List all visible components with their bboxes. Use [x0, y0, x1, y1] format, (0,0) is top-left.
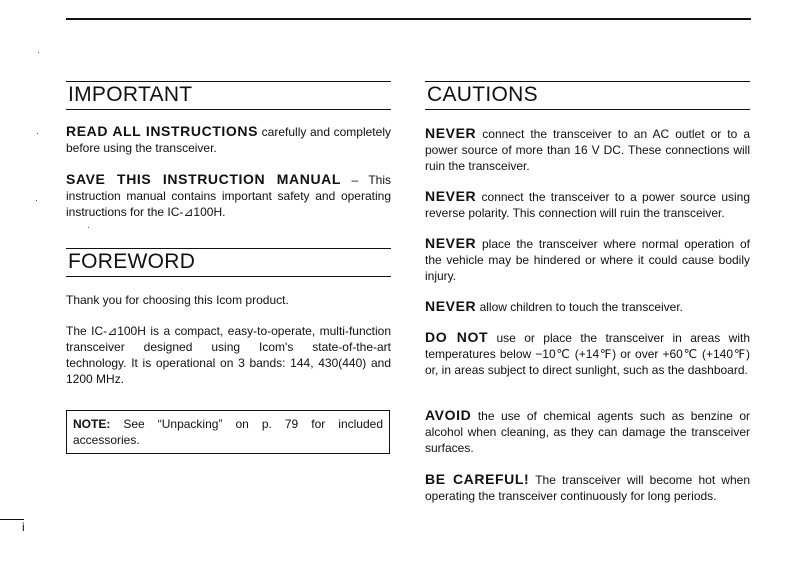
caution-item	[425, 188, 750, 221]
foreword-description: The IC-⊿100H is a compact, easy-to-operate, multi-function transceiver designed using Icom's state-of-the-art technology. It is operational on 3 bands: 144, 430(440) and 1200 MHz.	[66, 324, 391, 386]
caution-item	[425, 298, 750, 315]
page-top-rule	[66, 18, 751, 20]
caution-text: use or place the transceiver in areas with temperatures below −10℃ (+14℉) or over +60℃ (+140℉) or, in areas subject to direct sunlight, such as the dashboard.	[425, 331, 750, 377]
foreword-heading: FOREWORD	[66, 248, 391, 277]
caution-lead: DO NOT	[425, 329, 489, 345]
note-box	[66, 410, 390, 454]
caution-item	[425, 407, 750, 456]
caution-item	[425, 235, 750, 284]
page-number: i	[22, 520, 25, 534]
cautions-heading: CAUTIONS	[425, 81, 750, 110]
scan-speck	[38, 52, 39, 53]
important-paragraph-save	[66, 171, 391, 220]
caution-lead: AVOID	[425, 407, 472, 423]
page-number-rule	[0, 519, 24, 520]
note-lead: NOTE:	[73, 417, 111, 431]
caution-text: connect the transceiver to an AC outlet or to a power source of more than 16 V DC. These connections will ruin the transceiver.	[425, 127, 750, 173]
important-read-lead: READ ALL INSTRUCTIONS	[66, 123, 259, 139]
important-read-text: carefully and completely before using the transceiver.	[66, 125, 391, 155]
caution-text: place the transceiver where normal operation of the vehicle may be hindered or where it could cause bodily injury.	[425, 237, 750, 283]
caution-text: The transceiver will become hot when operating the transceiver continuously for long periods.	[425, 473, 750, 503]
caution-text: the use of chemical agents such as benzine or alcohol when cleaning, as they can damage the transceiver surfaces.	[425, 409, 750, 455]
caution-lead: NEVER	[425, 298, 477, 314]
caution-item	[425, 329, 750, 378]
foreword-thanks: Thank you for choosing this Icom product.	[66, 293, 289, 307]
caution-lead: NEVER	[425, 188, 477, 204]
scan-speck	[37, 133, 38, 134]
caution-item	[425, 471, 750, 504]
caution-lead: BE CAREFUL!	[425, 471, 530, 487]
important-paragraph-read	[66, 123, 391, 156]
important-save-lead: SAVE THIS INSTRUCTION MANUAL	[66, 171, 342, 187]
important-save-text: – This instruction manual contains important safety and operating instructions for the IC-⊿100H.	[66, 173, 392, 219]
caution-lead: NEVER	[425, 235, 477, 251]
important-heading: IMPORTANT	[66, 81, 391, 110]
caution-lead: NEVER	[425, 125, 477, 141]
caution-item	[425, 125, 750, 174]
note-text: See “Unpacking” on p. 79 for included accessories.	[73, 417, 383, 447]
caution-text: allow children to touch the transceiver.	[476, 300, 684, 314]
scan-speck	[88, 227, 89, 228]
scan-speck	[36, 200, 37, 201]
caution-text: connect the transceiver to a power source using reverse polarity. This connection will ruin the transceiver.	[425, 190, 750, 220]
